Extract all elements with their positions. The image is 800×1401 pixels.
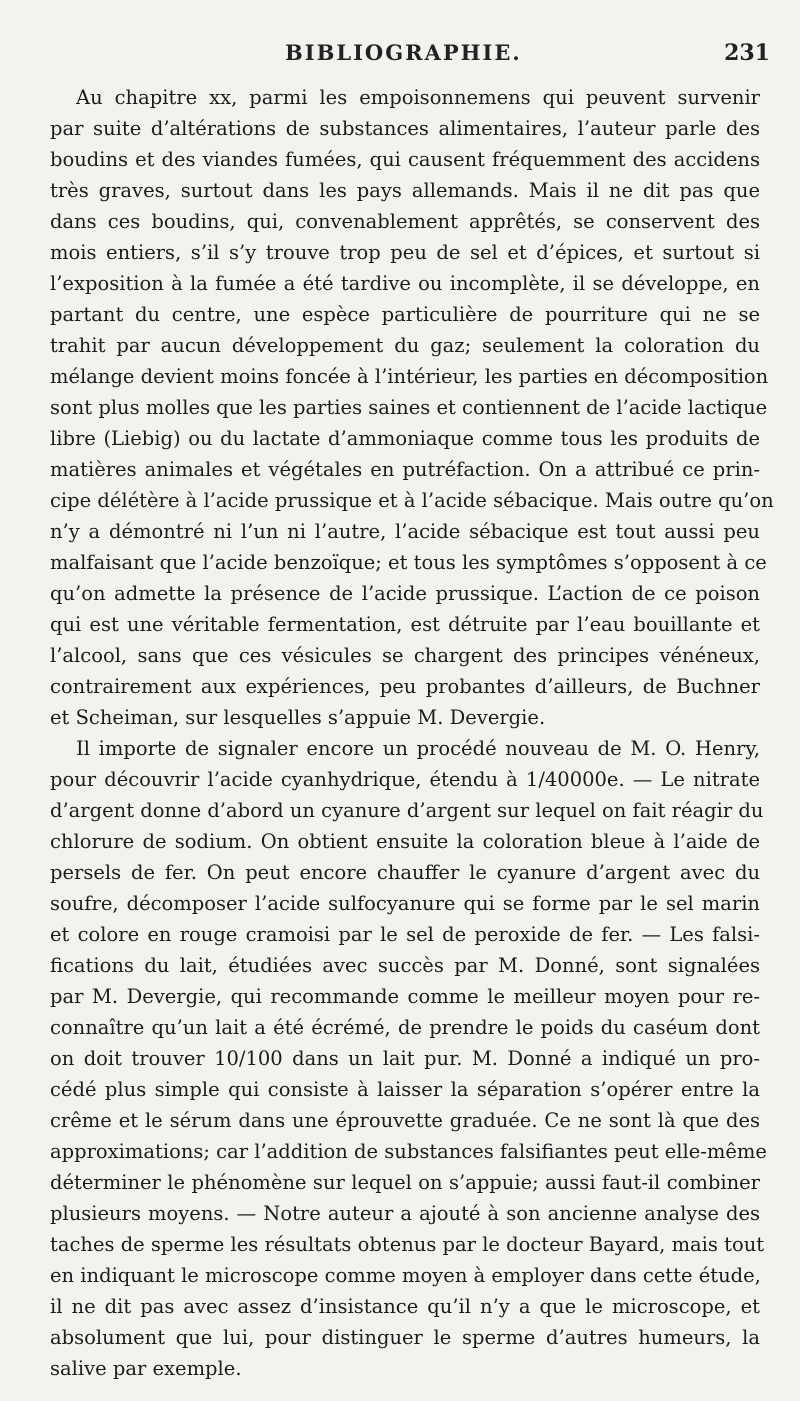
text-line: persels de fer. On peut encore chauffer le cyanure d’argent avec du xyxy=(50,861,760,884)
text-line: cédé plus simple qui consiste à laisser la séparation s’opérer entre la xyxy=(50,1078,760,1101)
text-line: trahit par aucun développement du gaz; seulement la coloration du xyxy=(50,334,760,357)
text-line: on doit trouver 10/100 dans un lait pur. M. Donné a indiqué un pro- xyxy=(50,1047,760,1070)
page-number: 231 xyxy=(724,40,770,66)
text-line: dans ces boudins, qui, convenablement apprêtés, se conservent des xyxy=(50,210,760,233)
text-line: mois entiers, s’il s’y trouve trop peu de sel et d’épices, et surtout si xyxy=(50,241,760,264)
text-line: libre (Liebig) ou du lactate d’ammoniaque comme tous les produits de xyxy=(50,427,760,450)
running-title: BIBLIOGRAPHIE. xyxy=(285,40,522,65)
text-line: fications du lait, étudiées avec succès par M. Donné, sont signalées xyxy=(50,954,760,977)
page-header xyxy=(0,38,800,74)
text-line: en indiquant le microscope comme moyen à employer dans cette étude, xyxy=(50,1264,761,1287)
text-line: connaître qu’un lait a été écrémé, de prendre le poids du caséum dont xyxy=(50,1016,760,1039)
text-line: d’argent donne d’abord un cyanure d’argent sur lequel on fait réagir du xyxy=(50,799,764,822)
text-line: malfaisant que l’acide benzoïque; et tous les symptômes s’opposent à ce xyxy=(50,551,767,574)
text-line: boudins et des viandes fumées, qui causent fréquemment des accidens xyxy=(50,148,760,171)
text-line: approximations; car l’addition de substances falsifiantes peut elle-même xyxy=(50,1140,767,1163)
text-line: qui est une véritable fermentation, est détruite par l’eau bouillante et xyxy=(50,613,760,636)
text-line: salive par exemple. xyxy=(50,1357,242,1380)
text-line: par suite d’altérations de substances alimentaires, l’auteur parle des xyxy=(50,117,760,140)
text-line: absolument que lui, pour distinguer le sperme d’autres humeurs, la xyxy=(50,1326,760,1349)
text-line: et Scheiman, sur lesquelles s’appuie M. Devergie. xyxy=(50,706,546,729)
text-line: cipe délétère à l’acide prussique et à l’acide sébacique. Mais outre qu’on xyxy=(50,489,774,512)
text-line: Il importe de signaler encore un procédé nouveau de M. O. Henry, xyxy=(76,737,760,760)
text-line: contrairement aux expériences, peu probantes d’ailleurs, de Buchner xyxy=(50,675,760,698)
text-line: sont plus molles que les parties saines et contiennent de l’acide lactique xyxy=(50,396,768,419)
text-line: mélange devient moins foncée à l’intérieur, les parties en décomposition xyxy=(50,365,769,388)
text-line: crême et le sérum dans une éprouvette graduée. Ce ne sont là que des xyxy=(50,1109,760,1132)
text-line: chlorure de sodium. On obtient ensuite la coloration bleue à l’aide de xyxy=(50,830,760,853)
text-line: déterminer le phénomène sur lequel on s’appuie; aussi faut-il combiner xyxy=(50,1171,760,1194)
body-text xyxy=(50,82,774,1384)
text-line: l’exposition à la fumée a été tardive ou incomplète, il se développe, en xyxy=(50,272,760,295)
text-line: et colore en rouge cramoisi par le sel de peroxide de fer. — Les falsi- xyxy=(50,923,760,946)
text-line: soufre, décomposer l’acide sulfocyanure qui se forme par le sel marin xyxy=(50,892,760,915)
text-line: très graves, surtout dans les pays allemands. Mais il ne dit pas que xyxy=(50,179,760,202)
text-line: Au chapitre xx, parmi les empoisonnemens qui peuvent survenir xyxy=(76,86,760,109)
text-line: qu’on admette la présence de l’acide prussique. L’action de ce poison xyxy=(50,582,760,605)
text-line: pour découvrir l’acide cyanhydrique, étendu à 1/40000e. — Le nitrate xyxy=(50,768,760,791)
text-line: par M. Devergie, qui recommande comme le meilleur moyen pour re- xyxy=(50,985,760,1008)
text-line: plusieurs moyens. — Notre auteur a ajouté à son ancienne analyse des xyxy=(50,1202,760,1225)
text-line: taches de sperme les résultats obtenus par le docteur Bayard, mais tout xyxy=(50,1233,765,1256)
text-line: partant du centre, une espèce particulière de pourriture qui ne se xyxy=(50,303,760,326)
text-line: n’y a démontré ni l’un ni l’autre, l’acide sébacique est tout aussi peu xyxy=(50,520,760,543)
text-line: matières animales et végétales en putréfaction. On a attribué ce prin- xyxy=(50,458,760,481)
text-line: l’alcool, sans que ces vésicules se chargent des principes vénéneux, xyxy=(50,644,760,667)
text-line: il ne dit pas avec assez d’insistance qu’il n’y a que le microscope, et xyxy=(50,1295,760,1318)
